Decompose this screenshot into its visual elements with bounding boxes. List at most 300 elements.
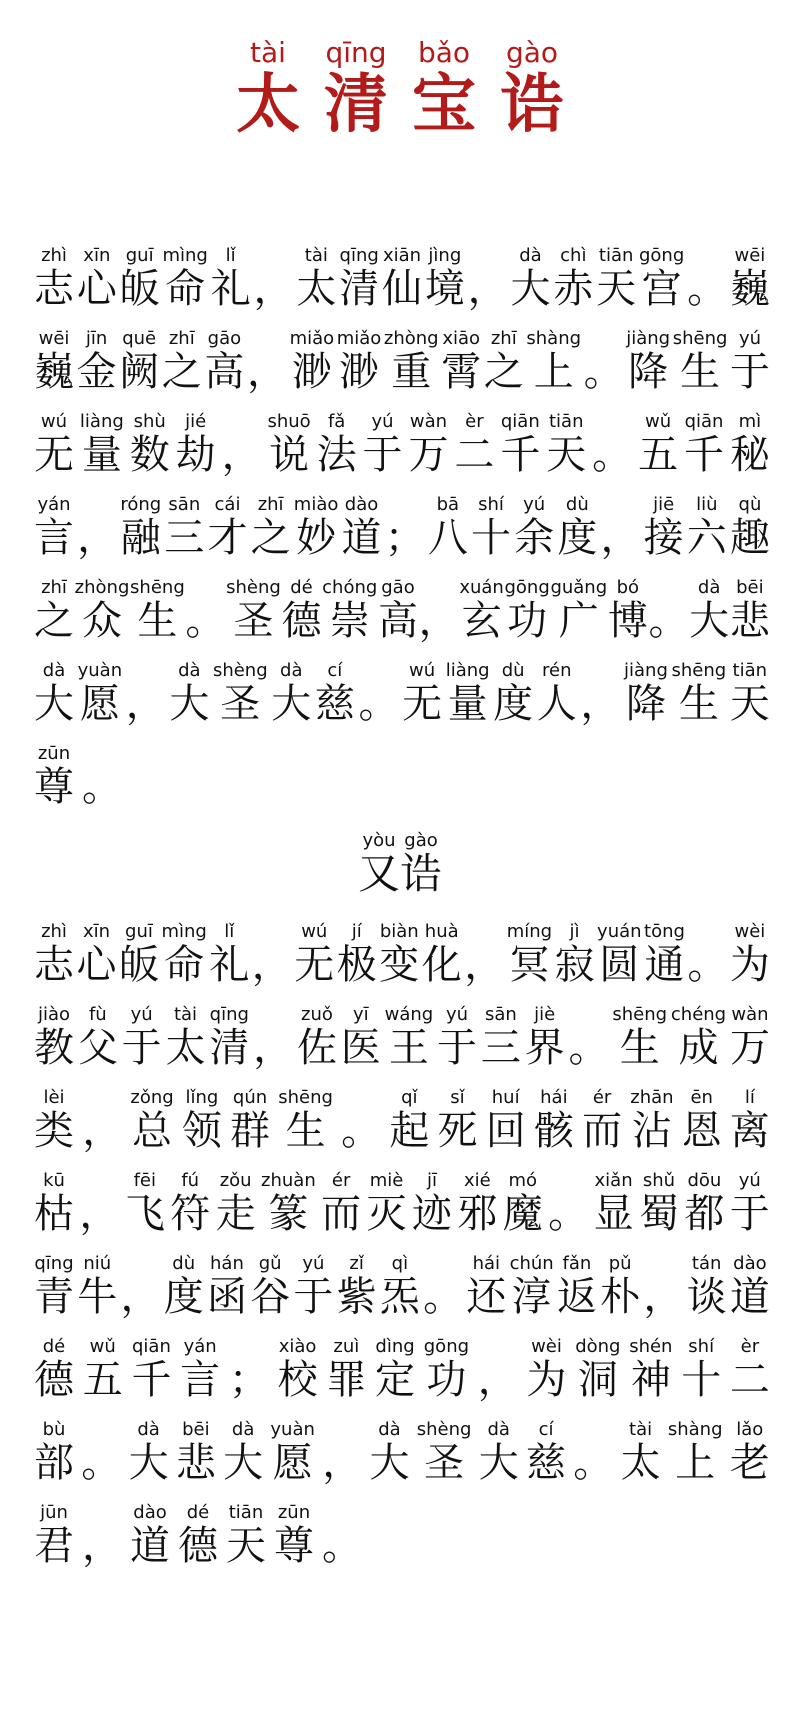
hanzi-with-pinyin — [77, 1004, 118, 1071]
ruby-char — [379, 921, 420, 988]
ruby-char — [638, 1170, 679, 1237]
pinyin-annotation: wáng — [384, 1004, 434, 1025]
ruby-char — [130, 1502, 170, 1569]
hanzi-char: 心 — [76, 266, 117, 312]
pinyin-annotation: shén — [629, 1336, 673, 1357]
ruby-char — [277, 1336, 318, 1403]
hanzi-char: 化 — [421, 942, 462, 988]
punctuation-mark: ， — [120, 1274, 161, 1320]
pinyin-annotation: sǐ — [437, 1087, 478, 1108]
hanzi-char: 寂 — [554, 942, 595, 988]
hanzi-with-pinyin — [424, 245, 465, 312]
ruby-char — [271, 660, 312, 727]
pinyin-annotation: miè — [366, 1170, 407, 1191]
pinyin-annotation: liù — [686, 494, 727, 515]
hanzi-char: 愿 — [77, 681, 123, 727]
pinyin-annotation: miǎo — [289, 328, 335, 349]
hanzi-with-pinyin — [556, 1253, 597, 1320]
ruby-char — [170, 1170, 211, 1237]
ruby-char — [294, 921, 335, 988]
punctuation — [341, 1108, 382, 1154]
pinyin-annotation: jiē — [643, 494, 684, 515]
ruby-char — [267, 411, 311, 478]
hanzi-with-pinyin — [270, 1419, 315, 1486]
hanzi-char: 礼 — [210, 266, 251, 312]
hanzi-with-pinyin — [375, 1336, 416, 1403]
ruby-char — [293, 494, 339, 561]
punctuation-mark: 。 — [358, 681, 399, 727]
ruby-char — [510, 245, 551, 312]
punctuation — [477, 1357, 518, 1403]
punctuation — [418, 598, 459, 644]
pinyin-annotation: tōng — [644, 921, 685, 942]
ruby-char — [74, 577, 130, 644]
punctuation-mark: ， — [82, 1523, 122, 1569]
hanzi-char: 功 — [423, 1357, 470, 1403]
ruby-char — [322, 577, 378, 644]
ruby-char — [34, 1087, 74, 1154]
hanzi-char: 死 — [437, 1108, 478, 1154]
pinyin-annotation: zūn — [34, 743, 74, 764]
pinyin-annotation: guī — [118, 921, 159, 942]
punctuation — [82, 1108, 123, 1154]
punctuation-mark: ， — [253, 1025, 294, 1071]
ruby-char — [34, 1004, 74, 1071]
hanzi-char: 境 — [424, 266, 465, 312]
hanzi-with-pinyin — [441, 328, 482, 395]
title-char — [324, 36, 388, 142]
text-line — [34, 1068, 770, 1154]
hanzi-with-pinyin — [459, 577, 504, 644]
hanzi-char: 君 — [34, 1523, 74, 1569]
hanzi-with-pinyin — [681, 1336, 722, 1403]
hanzi-char: 为 — [526, 1357, 567, 1403]
ruby-char — [730, 328, 770, 395]
hanzi-char: 道 — [341, 515, 382, 561]
ruby-char — [336, 328, 382, 395]
ruby-char — [638, 411, 679, 478]
ruby-char — [118, 921, 159, 988]
hanzi-with-pinyin — [34, 1004, 74, 1071]
hanzi-with-pinyin — [130, 1087, 174, 1154]
punctuation — [384, 515, 425, 561]
ruby-char — [382, 245, 422, 312]
hanzi-char: 罪 — [326, 1357, 367, 1403]
ruby-char — [296, 245, 337, 312]
pinyin-annotation: zǒu — [215, 1170, 256, 1191]
hanzi-char: 功 — [504, 598, 550, 644]
hanzi-char: 回 — [485, 1108, 526, 1154]
punctuation — [583, 349, 624, 395]
punctuation-mark: 。 — [568, 1025, 609, 1071]
hanzi-char: 冥 — [506, 942, 553, 988]
ruby-char — [77, 660, 123, 727]
hanzi-with-pinyin — [341, 494, 382, 561]
hanzi-with-pinyin — [34, 743, 74, 810]
pinyin-annotation: yuàn — [270, 1419, 315, 1440]
punctuation-mark: ， — [643, 1274, 684, 1320]
ruby-char — [210, 245, 251, 312]
pinyin-annotation: tiān — [226, 1502, 266, 1523]
hanzi-with-pinyin — [181, 1087, 222, 1154]
hanzi-char: 千 — [131, 1357, 172, 1403]
hanzi-with-pinyin — [729, 1004, 770, 1071]
hanzi-with-pinyin — [34, 1087, 74, 1154]
ruby-char — [79, 411, 124, 478]
pinyin-annotation: wú — [34, 411, 74, 432]
hanzi-char: 德 — [34, 1357, 74, 1403]
hanzi-char: 慈 — [314, 681, 355, 727]
ruby-char — [209, 921, 250, 988]
pinyin-annotation: zhì — [34, 921, 74, 942]
pinyin-annotation: dà — [478, 1419, 519, 1440]
hanzi-with-pinyin — [729, 494, 770, 561]
hanzi-char: 尊 — [34, 764, 74, 810]
pinyin-annotation: ér — [582, 1087, 623, 1108]
pinyin-annotation: shǔ — [638, 1170, 679, 1191]
punctuation — [81, 1440, 122, 1486]
ruby-char — [178, 1502, 218, 1569]
hanzi-with-pinyin — [314, 660, 355, 727]
ruby-char — [672, 328, 728, 395]
pinyin-annotation: zhī — [483, 328, 524, 349]
hanzi-with-pinyin — [77, 1253, 118, 1320]
hanzi-with-pinyin — [316, 411, 357, 478]
pinyin-annotation: bā — [427, 494, 468, 515]
punctuation-mark: ， — [464, 942, 505, 988]
hanzi-char: 太 — [296, 266, 337, 312]
ruby-char — [729, 660, 770, 727]
hanzi-char: 秘 — [729, 432, 770, 478]
ruby-char — [526, 328, 582, 395]
text-line — [34, 1317, 770, 1403]
hanzi-with-pinyin — [638, 245, 685, 312]
ruby-char — [34, 494, 74, 561]
hanzi-char: 神 — [629, 1357, 673, 1403]
pinyin-annotation: zhān — [630, 1087, 674, 1108]
hanzi-with-pinyin — [119, 328, 160, 395]
punctuation — [221, 432, 262, 478]
pinyin-annotation: bù — [34, 1419, 74, 1440]
pinyin-annotation: dōu — [684, 1170, 725, 1191]
pinyin-annotation: wèi — [526, 1336, 567, 1357]
hanzi-char: 离 — [729, 1108, 770, 1154]
hanzi-with-pinyin — [118, 921, 159, 988]
hanzi-with-pinyin — [421, 921, 462, 988]
ruby-char — [77, 1004, 118, 1071]
pinyin-annotation: tài — [236, 36, 300, 69]
title-char — [236, 36, 300, 142]
ruby-char — [729, 411, 770, 478]
ruby-char — [34, 1502, 74, 1569]
punctuation — [185, 598, 226, 644]
ruby-char — [600, 1253, 641, 1320]
hanzi-char: 宝 — [412, 68, 476, 142]
hanzi-char: 无 — [294, 942, 335, 988]
pinyin-annotation: wēi — [729, 245, 770, 266]
pinyin-annotation: jūn — [34, 1502, 74, 1523]
ruby-char — [729, 1336, 770, 1403]
hanzi-with-pinyin — [437, 1004, 478, 1071]
pinyin-annotation: xiǎn — [593, 1170, 634, 1191]
hanzi-with-pinyin — [729, 1170, 770, 1237]
ruby-char — [230, 1087, 271, 1154]
ruby-char — [506, 921, 553, 988]
hanzi-with-pinyin — [483, 328, 524, 395]
hanzi-with-pinyin — [366, 1170, 407, 1237]
hanzi-char: 三 — [164, 515, 205, 561]
ruby-char — [130, 1087, 174, 1154]
pinyin-annotation: jìng — [424, 245, 465, 266]
ruby-char — [124, 1170, 165, 1237]
ruby-char — [408, 411, 449, 478]
hanzi-char: 灭 — [366, 1191, 407, 1237]
pinyin-annotation: zhòng — [74, 577, 130, 598]
hanzi-with-pinyin — [557, 494, 598, 561]
pinyin-annotation: liàng — [79, 411, 124, 432]
pinyin-annotation: dù — [557, 494, 598, 515]
text-line — [34, 1483, 770, 1569]
hanzi-char: 志 — [34, 942, 74, 988]
ruby-char — [362, 411, 403, 478]
hanzi-with-pinyin — [509, 1253, 554, 1320]
punctuation-mark: 。 — [648, 598, 689, 644]
hanzi-char: 皈 — [119, 266, 160, 312]
hanzi-char: 说 — [267, 432, 311, 478]
hanzi-char: 诰 — [500, 68, 564, 142]
pinyin-annotation: rén — [536, 660, 577, 681]
hanzi-with-pinyin — [293, 494, 339, 561]
hanzi-with-pinyin — [34, 1502, 74, 1569]
hanzi-char: 大 — [510, 266, 551, 312]
hanzi-char: 量 — [79, 432, 124, 478]
pinyin-annotation: fǎ — [316, 411, 357, 432]
pinyin-annotation: tiān — [596, 245, 637, 266]
hanzi-char: 高 — [377, 598, 418, 644]
punctuation-mark: ， — [251, 942, 292, 988]
pinyin-annotation: dù — [163, 1253, 204, 1274]
pinyin-annotation: dà — [34, 660, 74, 681]
hanzi-char: 蜀 — [638, 1191, 679, 1237]
pinyin-annotation: shù — [129, 411, 170, 432]
scripture-paragraph-2 — [34, 902, 770, 1569]
hanzi-char: 王 — [384, 1025, 434, 1071]
ruby-char — [34, 1336, 74, 1403]
hanzi-with-pinyin — [600, 1253, 641, 1320]
hanzi-with-pinyin — [729, 660, 770, 727]
hanzi-char: 青 — [34, 1274, 74, 1320]
hanzi-with-pinyin — [550, 577, 608, 644]
ruby-char — [250, 1253, 291, 1320]
text-line — [34, 985, 770, 1071]
ruby-char — [34, 921, 74, 988]
hanzi-char: 降 — [624, 681, 668, 727]
ruby-char — [207, 494, 248, 561]
hanzi-char: 余 — [514, 515, 555, 561]
hanzi-char: 牛 — [77, 1274, 118, 1320]
hanzi-char: 无 — [402, 681, 443, 727]
hanzi-char: 朴 — [600, 1274, 641, 1320]
hanzi-with-pinyin — [130, 577, 185, 644]
ruby-char — [131, 1336, 172, 1403]
hanzi-with-pinyin — [593, 1170, 634, 1237]
ruby-char — [729, 494, 770, 561]
pinyin-annotation: fēi — [124, 1170, 165, 1191]
ruby-char — [76, 921, 117, 988]
pinyin-annotation: lèi — [34, 1087, 74, 1108]
punctuation-mark: 。 — [592, 432, 633, 478]
hanzi-with-pinyin — [121, 1004, 162, 1071]
pinyin-annotation: qīng — [339, 245, 380, 266]
hanzi-char: 道 — [729, 1274, 770, 1320]
hanzi-with-pinyin — [180, 1336, 221, 1403]
hanzi-char: 宫 — [638, 266, 685, 312]
hanzi-with-pinyin — [389, 1087, 430, 1154]
pinyin-annotation: xuán — [459, 577, 504, 598]
ruby-char — [554, 921, 595, 988]
ruby-char — [379, 1253, 420, 1320]
pinyin-annotation: chóng — [322, 577, 378, 598]
pinyin-annotation: xīn — [76, 245, 117, 266]
hanzi-with-pinyin — [478, 1419, 519, 1486]
hanzi-char: 高 — [204, 349, 245, 395]
pinyin-annotation: wàn — [729, 1004, 770, 1025]
hanzi-with-pinyin — [466, 1253, 507, 1320]
punctuation — [322, 1523, 362, 1569]
text-line — [34, 226, 770, 312]
hanzi-char: 八 — [427, 515, 468, 561]
ruby-char — [76, 245, 117, 312]
hanzi-with-pinyin — [129, 411, 170, 478]
hanzi-with-pinyin — [510, 245, 551, 312]
text-line — [34, 1234, 770, 1320]
hanzi-with-pinyin — [729, 1087, 770, 1154]
pinyin-annotation: zhì — [34, 245, 74, 266]
hanzi-char: 迹 — [411, 1191, 452, 1237]
hanzi-char: 于 — [730, 349, 770, 395]
hanzi-char: 邪 — [457, 1191, 498, 1237]
punctuation-mark: ； — [384, 515, 425, 561]
hanzi-char: 谷 — [250, 1274, 291, 1320]
punctuation-mark: 。 — [687, 942, 728, 988]
pinyin-annotation: qún — [230, 1087, 271, 1108]
hanzi-char: 度 — [163, 1274, 204, 1320]
hanzi-with-pinyin — [729, 1336, 770, 1403]
pinyin-annotation: mì — [729, 411, 770, 432]
hanzi-char: 大 — [369, 1440, 410, 1486]
hanzi-char: 紫 — [336, 1274, 377, 1320]
pinyin-annotation: miǎo — [336, 328, 382, 349]
pinyin-annotation: jiàng — [626, 328, 671, 349]
pinyin-annotation: tán — [686, 1253, 727, 1274]
punctuation-mark: 。 — [82, 764, 122, 810]
pinyin-annotation: yú — [121, 1004, 162, 1025]
punctuation-mark: 。 — [548, 1191, 589, 1237]
hanzi-char: 飞 — [124, 1191, 165, 1237]
punctuation — [548, 1191, 589, 1237]
pinyin-annotation: dé — [178, 1502, 218, 1523]
hanzi-char: 炁 — [379, 1274, 420, 1320]
hanzi-char: 二 — [729, 1357, 770, 1403]
ruby-char — [161, 921, 207, 988]
ruby-char — [34, 245, 74, 312]
pinyin-annotation: chún — [509, 1253, 554, 1274]
hanzi-char: 慈 — [526, 1440, 567, 1486]
pinyin-annotation: cí — [526, 1419, 567, 1440]
hanzi-char: 天 — [226, 1523, 266, 1569]
pinyin-annotation: wǔ — [638, 411, 679, 432]
hanzi-char: 妙 — [293, 515, 339, 561]
hanzi-char: 总 — [130, 1108, 174, 1154]
hanzi-char: 定 — [375, 1357, 416, 1403]
hanzi-with-pinyin — [638, 411, 679, 478]
hanzi-with-pinyin — [215, 1170, 256, 1237]
pinyin-annotation: yú — [293, 1253, 334, 1274]
ruby-char — [215, 1170, 256, 1237]
ruby-char — [729, 921, 770, 988]
ruby-char — [278, 1087, 333, 1154]
pinyin-annotation: huà — [421, 921, 462, 942]
pinyin-annotation: lǐ — [209, 921, 250, 942]
punctuation — [573, 1440, 614, 1486]
hanzi-char: 变 — [379, 942, 420, 988]
hanzi-char: 皈 — [118, 942, 159, 988]
hanzi-char: 圆 — [597, 942, 642, 988]
pinyin-annotation: shuō — [267, 411, 311, 432]
hanzi-char: 万 — [729, 1025, 770, 1071]
punctuation-mark: ， — [477, 1357, 518, 1403]
hanzi-char: 接 — [643, 515, 684, 561]
hanzi-with-pinyin — [336, 328, 382, 395]
hanzi-char: 融 — [120, 515, 162, 561]
pinyin-annotation: bēi — [175, 1419, 216, 1440]
ruby-char — [169, 660, 210, 727]
hanzi-char: 而 — [321, 1191, 362, 1237]
ruby-char — [341, 494, 382, 561]
hanzi-char: 洞 — [575, 1357, 621, 1403]
pinyin-annotation: yán — [180, 1336, 221, 1357]
hanzi-char: 上 — [526, 349, 582, 395]
pinyin-annotation: cái — [207, 494, 248, 515]
hanzi-with-pinyin — [554, 921, 595, 988]
ruby-char — [293, 1253, 334, 1320]
hanzi-with-pinyin — [271, 660, 312, 727]
hanzi-with-pinyin — [626, 328, 671, 395]
pinyin-annotation: dé — [281, 577, 322, 598]
hanzi-with-pinyin — [250, 494, 291, 561]
ruby-char — [163, 1253, 204, 1320]
pinyin-annotation: shí — [471, 494, 511, 515]
text-line — [34, 1151, 770, 1237]
pinyin-annotation: yú — [362, 411, 403, 432]
pinyin-annotation: qù — [729, 494, 770, 515]
ruby-char — [424, 245, 465, 312]
punctuation — [251, 942, 292, 988]
ruby-char — [120, 494, 162, 561]
hanzi-char: 魔 — [502, 1191, 543, 1237]
ruby-char — [161, 328, 202, 395]
hanzi-char: 篆 — [261, 1191, 316, 1237]
hanzi-char: 大 — [223, 1440, 264, 1486]
ruby-char — [383, 328, 439, 395]
hanzi-with-pinyin — [629, 1336, 673, 1403]
ruby-char — [34, 1253, 74, 1320]
pinyin-annotation: yòu — [357, 830, 400, 851]
ruby-char — [270, 1419, 315, 1486]
hanzi-char: 霄 — [441, 349, 482, 395]
pinyin-annotation: qīng — [34, 1253, 74, 1274]
hanzi-with-pinyin — [76, 328, 117, 395]
